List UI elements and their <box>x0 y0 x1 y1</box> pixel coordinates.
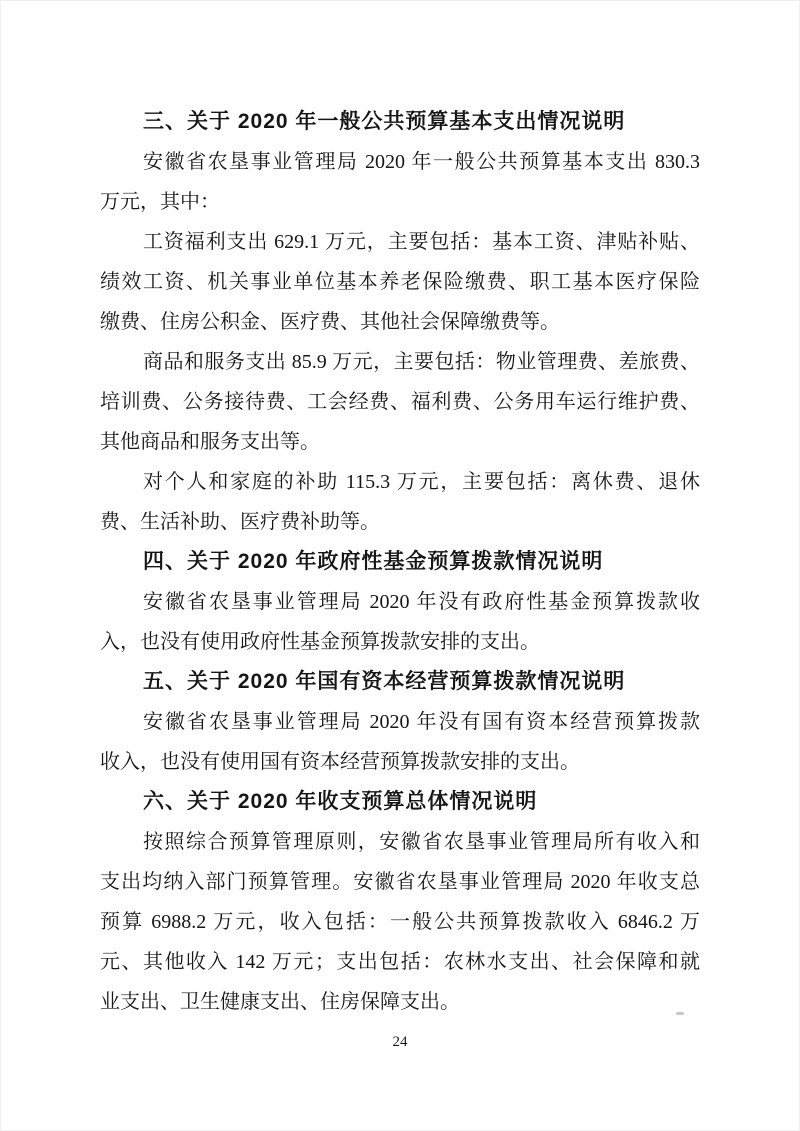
paragraph-line: 缴费、住房公积金、医疗费、其他社会保障缴费等。 <box>100 311 560 333</box>
paragraph-line: 支出均纳入部门预算管理。安徽省农垦事业管理局 2020 年收支总 <box>100 871 700 893</box>
paragraph-line: 培训费、公务接待费、工会经费、福利费、公务用车运行维护费、 <box>100 391 700 413</box>
paragraph-line: 安徽省农垦事业管理局 2020 年一般公共预算基本支出 830.3 <box>143 151 700 173</box>
paragraph-line: 其他商品和服务支出等。 <box>100 431 320 453</box>
section-heading-6: 六、关于 2020 年收支预算总体情况说明 <box>143 790 538 813</box>
paragraph-line: 收入，也没有使用国有资本经营预算拨款安排的支出。 <box>100 751 580 773</box>
paragraph-line: 业支出、卫生健康支出、住房保障支出。 <box>100 991 460 1013</box>
paragraph-line: 工资福利支出 629.1 万元，主要包括：基本工资、津贴补贴、 <box>143 231 700 253</box>
scan-artifact <box>676 1012 684 1015</box>
paragraph-line: 对个人和家庭的补助 115.3 万元，主要包括：离休费、退休 <box>143 471 700 493</box>
paragraph-line: 安徽省农垦事业管理局 2020 年没有国有资本经营预算拨款 <box>143 711 700 733</box>
paragraph-line: 绩效工资、机关事业单位基本养老保险缴费、职工基本医疗保险 <box>100 271 700 293</box>
paragraph-line: 费、生活补助、医疗费补助等。 <box>100 511 380 533</box>
paragraph-line: 万元，其中： <box>100 191 220 213</box>
document-body <box>100 102 700 1022</box>
section-heading-5: 五、关于 2020 年国有资本经营预算拨款情况说明 <box>143 670 626 693</box>
paragraph-line: 商品和服务支出 85.9 万元，主要包括：物业管理费、差旅费、 <box>143 351 700 373</box>
page-number: 24 <box>392 1034 408 1050</box>
paragraph-line: 入，也没有使用政府性基金预算拨款安排的支出。 <box>100 631 540 653</box>
section-heading-4: 四、关于 2020 年政府性基金预算拨款情况说明 <box>143 550 604 573</box>
paragraph-line: 安徽省农垦事业管理局 2020 年没有政府性基金预算拨款收 <box>143 591 700 613</box>
paragraph-line: 元、其他收入 142 万元；支出包括：农林水支出、社会保障和就 <box>100 951 700 973</box>
section-heading-3: 三、关于 2020 年一般公共预算基本支出情况说明 <box>143 110 626 133</box>
paragraph-line: 按照综合预算管理原则，安徽省农垦事业管理局所有收入和 <box>143 831 700 853</box>
paragraph-line: 预算 6988.2 万元，收入包括：一般公共预算拨款收入 6846.2 万 <box>100 911 700 933</box>
